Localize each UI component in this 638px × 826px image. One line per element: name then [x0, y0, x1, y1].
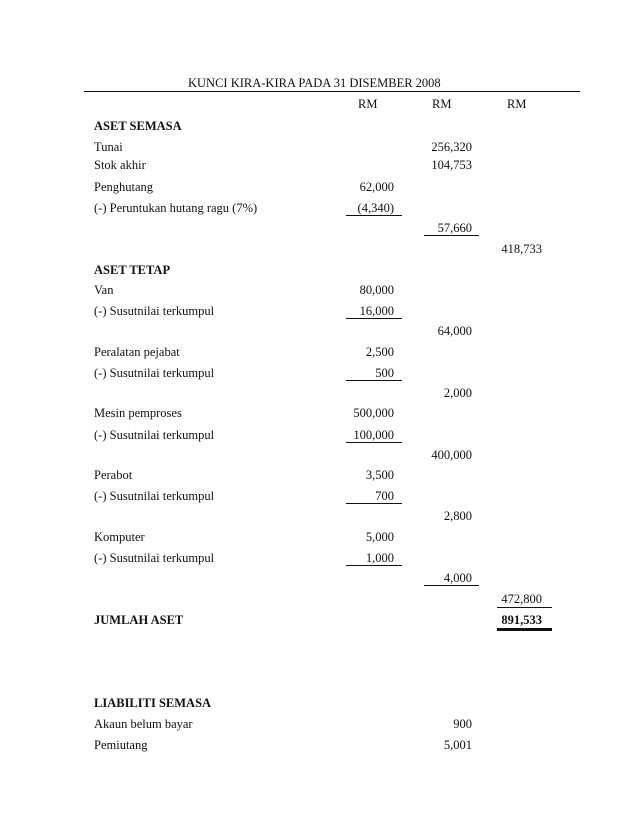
akaun-belum-bayar-value: 900 — [453, 717, 472, 731]
tunai-value: 256,320 — [431, 140, 472, 154]
asset-dep-label: (-) Susutnilai terkumpul — [94, 428, 215, 442]
jumlah-aset-label: JUMLAH ASET — [94, 613, 184, 627]
aset-semasa-col2-rule — [424, 235, 479, 236]
penghutang-label: Penghutang — [94, 180, 154, 194]
asset-dep-label: (-) Susutnilai terkumpul — [94, 366, 215, 380]
asset-net: 2,000 — [443, 386, 472, 400]
dep-rule — [346, 503, 402, 504]
asset-net: 4,000 — [443, 571, 472, 585]
asset-net: 64,000 — [437, 324, 472, 338]
asset-cost: 80,000 — [359, 283, 394, 297]
peruntukan-value: (4,340) — [357, 201, 394, 215]
jumlah-aset-value: 891,533 — [501, 613, 542, 627]
asset-label: Mesin pemproses — [94, 406, 182, 420]
dep-rule — [346, 442, 402, 443]
asset-cost: 2,500 — [365, 345, 394, 359]
stok-value: 104,753 — [431, 158, 472, 172]
pemiutang-label: Pemiutang — [94, 738, 148, 752]
liabiliti-semasa-heading: LIABILITI SEMASA — [94, 696, 212, 710]
stok-label: Stok akhir — [94, 158, 146, 172]
asset-dep: 100,000 — [353, 428, 394, 442]
asset-label: Komputer — [94, 530, 145, 544]
dep-rule — [346, 565, 402, 566]
aset-tetap-col2-rule — [424, 585, 479, 586]
page-title: KUNCI KIRA-KIRA PADA 31 DISEMBER 2008 — [188, 76, 441, 90]
asset-label: Van — [94, 283, 114, 297]
col1-header: RM — [358, 97, 378, 111]
aset-tetap-heading: ASET TETAP — [94, 263, 171, 277]
aset-semasa-heading: ASET SEMASA — [94, 119, 182, 133]
asset-net: 400,000 — [431, 448, 472, 462]
dep-rule — [346, 380, 402, 381]
asset-dep-label: (-) Susutnilai terkumpul — [94, 551, 215, 565]
asset-net: 2,800 — [443, 509, 472, 523]
aset-tetap-total: 472,800 — [501, 592, 542, 606]
tunai-label: Tunai — [94, 140, 123, 154]
asset-dep: 500 — [375, 366, 394, 380]
pemiutang-value: 5,001 — [443, 738, 472, 752]
asset-label: Peralatan pejabat — [94, 345, 180, 359]
asset-dep-label: (-) Susutnilai terkumpul — [94, 489, 215, 503]
peruntukan-rule — [346, 215, 402, 216]
aset-semasa-total: 418,733 — [501, 242, 542, 256]
asset-dep: 16,000 — [359, 304, 394, 318]
asset-label: Perabot — [94, 468, 133, 482]
asset-cost: 5,000 — [365, 530, 394, 544]
asset-dep: 1,000 — [365, 551, 394, 565]
aset-tetap-total-rule — [497, 607, 552, 608]
asset-dep: 700 — [375, 489, 394, 503]
title-rule — [84, 91, 580, 92]
asset-dep-label: (-) Susutnilai terkumpul — [94, 304, 215, 318]
jumlah-aset-double-rule — [497, 628, 552, 631]
asset-cost: 3,500 — [365, 468, 394, 482]
penghutang-value: 62,000 — [359, 180, 394, 194]
peruntukan-label: (-) Peruntukan hutang ragu (7%) — [94, 201, 258, 215]
dep-rule — [346, 318, 402, 319]
col2-header: RM — [432, 97, 452, 111]
asset-cost: 500,000 — [353, 406, 394, 420]
net-penghutang-value: 57,660 — [437, 221, 472, 235]
col3-header: RM — [507, 97, 527, 111]
akaun-belum-bayar-label: Akaun belum bayar — [94, 717, 193, 731]
